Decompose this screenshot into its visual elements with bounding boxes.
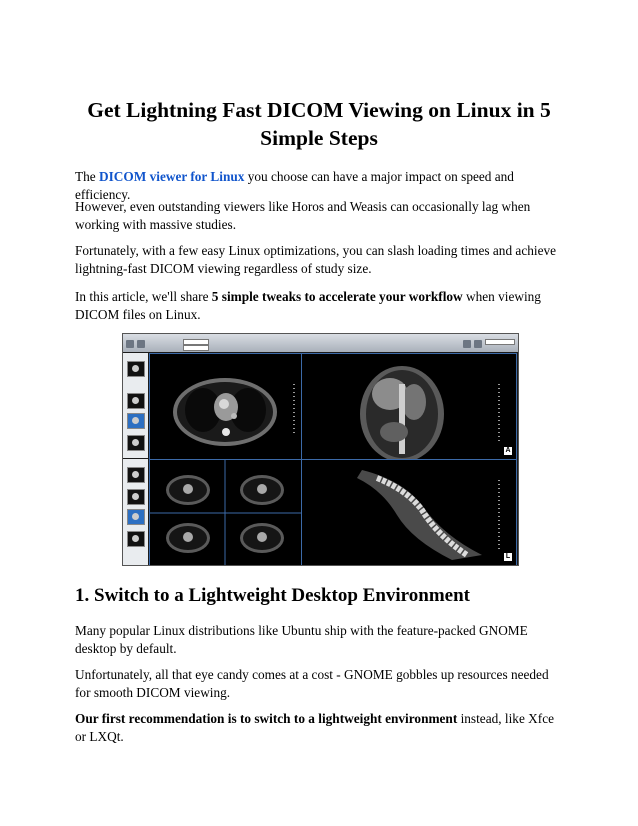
viewport-sagittal-spine <box>301 459 517 566</box>
text-span: when viewing DICOM files on Linux. <box>75 289 541 322</box>
series-thumbnail <box>127 393 145 409</box>
series-thumbnail <box>127 467 145 483</box>
viewport-axial-ct <box>149 353 302 460</box>
scale-ruler <box>498 480 500 550</box>
dicom-viewer-link[interactable]: DICOM viewer for Linux <box>99 169 245 184</box>
scale-ruler <box>293 384 295 434</box>
intro-paragraph-2: However, even outstanding viewers like Horos and Weasis can occasionally lag when working with massive studies. <box>75 199 531 232</box>
toolbar-icon <box>463 340 471 348</box>
toolbar-field <box>485 339 515 345</box>
thumbnail-strip <box>123 459 148 565</box>
scale-ruler <box>498 384 500 444</box>
page-title: Get Lightning Fast DICOM Viewing on Linux in 5 Simple Steps <box>87 98 551 150</box>
toolbar-field <box>183 345 209 351</box>
series-thumbnail <box>127 413 145 429</box>
toolbar-icon <box>137 340 145 348</box>
toolbar-icon <box>474 340 482 348</box>
bold-text: Our first recommendation is to switch to a lightweight environment <box>75 711 458 726</box>
sagittal-spine-image <box>302 460 516 565</box>
section1-paragraph-2: Unfortunately, all that eye candy comes at a cost - GNOME gobbles up resources needed for smooth DICOM viewing. <box>75 667 549 700</box>
viewport-multi-axial <box>149 459 302 566</box>
intro-paragraph-3: Fortunately, with a few easy Linux optimizations, you can slash loading times and achieve lightning-fast DICOM viewing regardless of study size. <box>75 243 557 276</box>
text-span: The <box>75 169 99 184</box>
orientation-marker: A <box>505 447 511 454</box>
text-span: you choose can have a major impact on speed and efficiency. <box>75 169 514 202</box>
bold-text: 5 simple tweaks to accelerate your workflow <box>211 289 463 304</box>
series-thumbnail <box>127 489 145 505</box>
series-thumbnail <box>127 361 145 377</box>
viewport-coronal-ct <box>301 353 517 460</box>
coronal-ct-image <box>302 354 516 459</box>
section-heading: 1. Switch to a Lightweight Desktop Environment <box>75 585 470 606</box>
text-span: In this article, we'll share <box>75 289 212 304</box>
section1-paragraph-1: Many popular Linux distributions like Ubuntu ship with the feature-packed GNOME desktop by default. <box>75 623 528 656</box>
axial-ct-image <box>150 354 301 459</box>
thumbnail-strip <box>123 353 148 458</box>
viewer-toolbar <box>123 334 518 352</box>
text-span: instead, like Xfce or LXQt. <box>75 711 554 744</box>
series-thumbnail <box>127 531 145 547</box>
multi-axial-ct-image <box>150 460 301 565</box>
section1-paragraph-3 <box>75 710 567 746</box>
series-thumbnail <box>127 435 145 451</box>
orientation-marker: L <box>505 553 511 560</box>
series-thumbnail <box>127 509 145 525</box>
intro-paragraph-4 <box>75 288 567 324</box>
dicom-viewer-screenshot <box>122 333 519 566</box>
toolbar-icon <box>126 340 134 348</box>
